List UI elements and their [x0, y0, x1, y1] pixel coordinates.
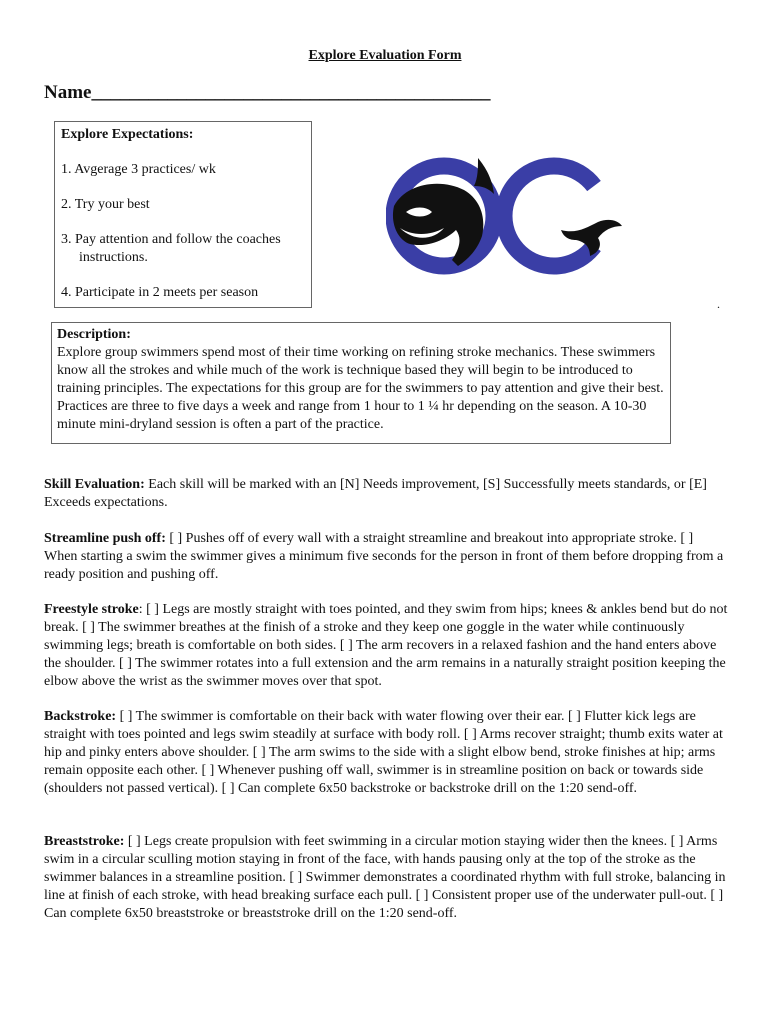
breaststroke-section [44, 833, 728, 923]
expectation-item: 1. Avgerage 3 practices/ wk [61, 162, 216, 177]
expectations-box [54, 121, 312, 308]
form-title: Explore Evaluation Form [308, 48, 462, 63]
freestyle-label: Freestyle stroke [44, 602, 139, 617]
expectation-item: 3. Pay attention and follow the coaches instructions. [61, 232, 281, 265]
breaststroke-text: [ ] Legs create propulsion with feet swimming in a circular motion staying wider then the knees. [ ] Arms swim in a circular sculling motion staying in front of the face, with hands pausing only at the top of the stroke as the swimmer balances in a streamline position. [ ] Swimmer demonstrates a coordinated rhythm with full stroke, balancing in line at finish of each stroke, with head breaking surface each pull. [ ] Consistent proper use of the underwater pull-out. [ ] Can complete 6x50 breaststroke or breaststroke drill on the 1:20 send-off. [44, 834, 726, 921]
expectations-list [61, 161, 311, 302]
streamline-section [44, 530, 728, 584]
backstroke-label: Backstroke: [44, 709, 117, 724]
description-box [51, 322, 671, 444]
skill-evaluation-section [44, 476, 728, 512]
orca-logo-icon [386, 148, 626, 280]
freestyle-section [44, 601, 728, 691]
streamline-text: [ ] Pushes off of every wall with a straight streamline and breakout into appropriate stroke. [ ] When starting a swim the swimmer gives a minimum five seconds for the person in front of them before dropping from a ready position and pushing off. [44, 531, 724, 582]
expectation-item: 4. Participate in 2 meets per season [61, 285, 259, 300]
backstroke-text: [ ] The swimmer is comfortable on their back with water flowing over their ear. [ ] Flutter kick legs are straight with toes pointed and legs swim steadily at surface with body roll. [ ] Arms recover straight; thumb exits water at hip and pinky enters above shoulder. [ ] The arm swims to the side with a slight elbow bend, stroke finishes at hip; arms remain opposite each other. [ ] Whenever pushing off wall, swimmer is in streamline position on back or towards side (shoulders not passed vertical). [ ] Can complete 6x50 backstroke or backstroke drill on the 1:20 send-off. [44, 709, 723, 796]
description-text: Explore group swimmers spend most of their time working on refining stroke mechanics. These swimmers know all the strokes and while much of the work is technique based they will begin to be introduced to training principles. The expectations for this group are for the swimmers to pay attention and give their best. Practices are three to five days a week and range from 1 hour to 1 ¼ hr depending on the season. A 10-30 minute mini-dryland session is often a part of the practice. [57, 345, 664, 432]
skill-evaluation-label: Skill Evaluation: [44, 477, 145, 492]
expectations-heading: Explore Expectations: [61, 127, 194, 142]
name-field-line: Name__________________________________________ [44, 82, 491, 103]
streamline-label: Streamline push off: [44, 531, 166, 546]
description-heading: Description: [57, 327, 131, 342]
orca-tail [561, 220, 622, 256]
backstroke-section [44, 708, 728, 798]
logo-arc-right [504, 166, 594, 266]
stray-mark: . [717, 297, 720, 311]
breaststroke-label: Breaststroke: [44, 834, 125, 849]
freestyle-text: : [ ] Legs are mostly straight with toes pointed, and they swim from hips; knees & ankles bend but do not break. [ ] The swimmer breathes at the finish of a stroke and they keep one goggle in the water while continuously swimming legs; breath is comfortable on both sides. [ ] The arm recovers in a relaxed fashion and the hand enters above the shoulder. [ ] The swimmer rotates into a full extension and the arm remains in a naturally straight position keeping the elbow above the wrist as the swimmer moves over that spot. [44, 602, 728, 689]
skill-evaluation-text: Each skill will be marked with an [N] Needs improvement, [S] Successfully meets standards, or [E] Exceeds expectations. [44, 477, 707, 510]
expectation-item: 2. Try your best [61, 197, 150, 212]
